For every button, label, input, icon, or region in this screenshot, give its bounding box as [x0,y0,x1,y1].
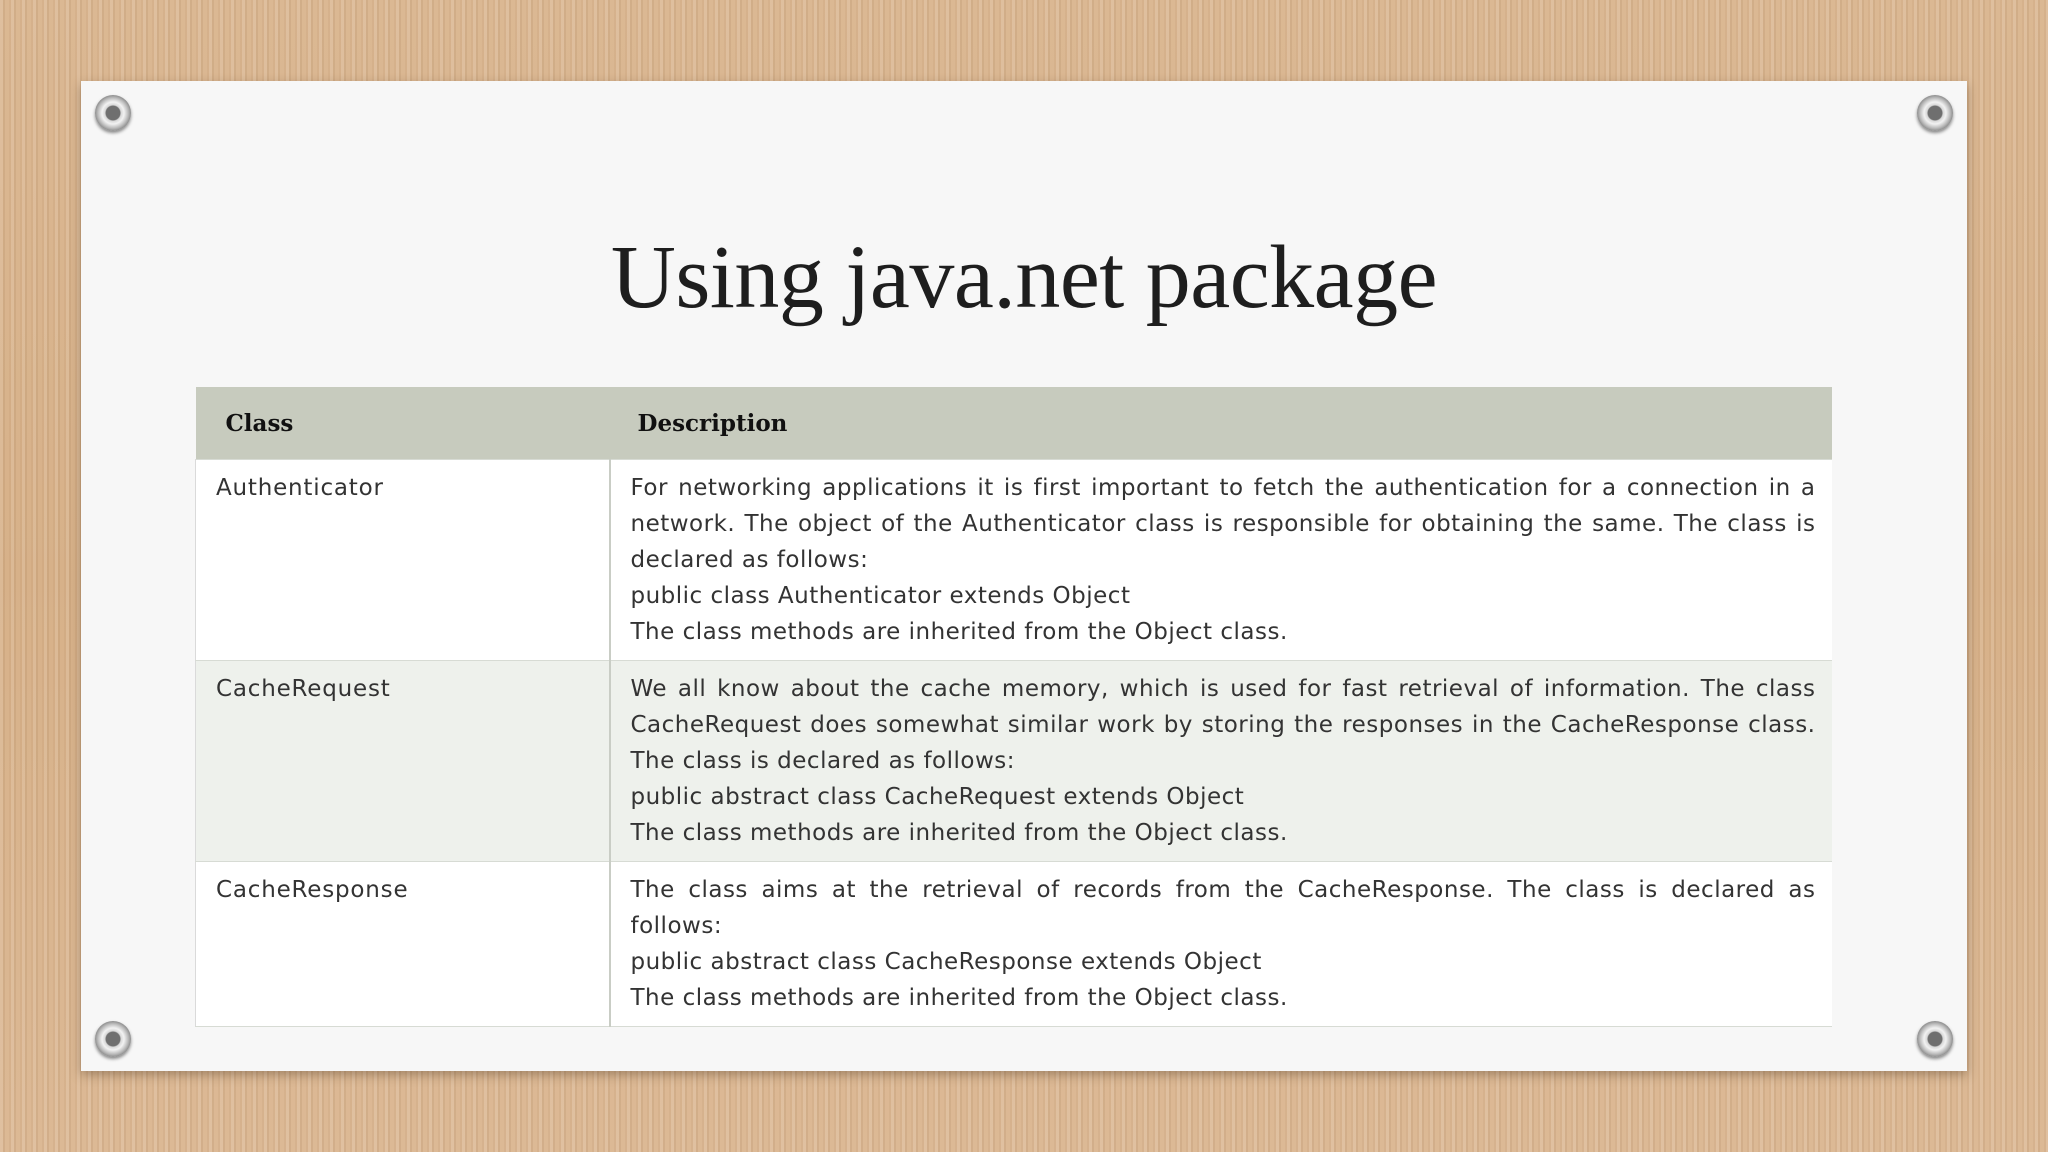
grommet-icon [1917,95,1953,131]
declaration-text: public abstract class CacheResponse extends Object [630,949,1262,975]
class-table [195,387,1832,1027]
grommet-icon [1917,1021,1953,1057]
table-row [196,862,1832,1027]
description-text: For networking applications it is first important to fetch the authentication for a connection in a network. The object of the Authenticator class is responsible for obtaining the same. The class is declared as follows: [630,475,1816,573]
table-row [196,661,1832,862]
class-name-cell: Authenticator [196,460,610,661]
description-text: The class aims at the retrieval of records from the CacheResponse. The class is declared as follows: [630,877,1816,939]
methods-text: The class methods are inherited from the Object class. [630,820,1288,846]
description-cell [610,460,1832,661]
grommet-icon [95,1021,131,1057]
description-text: We all know about the cache memory, which is used for fast retrieval of information. The class CacheRequest does somewhat similar work by storing the responses in the CacheResponse class. The class is declared as follows: [630,676,1816,774]
description-cell [610,661,1832,862]
header-description: Description [610,387,1832,460]
header-class: Class [196,387,610,460]
class-name-cell: CacheRequest [196,661,610,862]
table-header-row [196,387,1832,460]
declaration-text: public class Authenticator extends Object [630,583,1131,609]
grommet-icon [95,95,131,131]
table-row [196,460,1832,661]
methods-text: The class methods are inherited from the Object class. [630,985,1288,1011]
description-cell [610,862,1832,1027]
declaration-text: public abstract class CacheRequest extends Object [630,784,1245,810]
class-name-cell: CacheResponse [196,862,610,1027]
slide-title: Using java.net package [610,228,1438,327]
methods-text: The class methods are inherited from the Object class. [630,619,1288,645]
slide-card [81,81,1967,1071]
